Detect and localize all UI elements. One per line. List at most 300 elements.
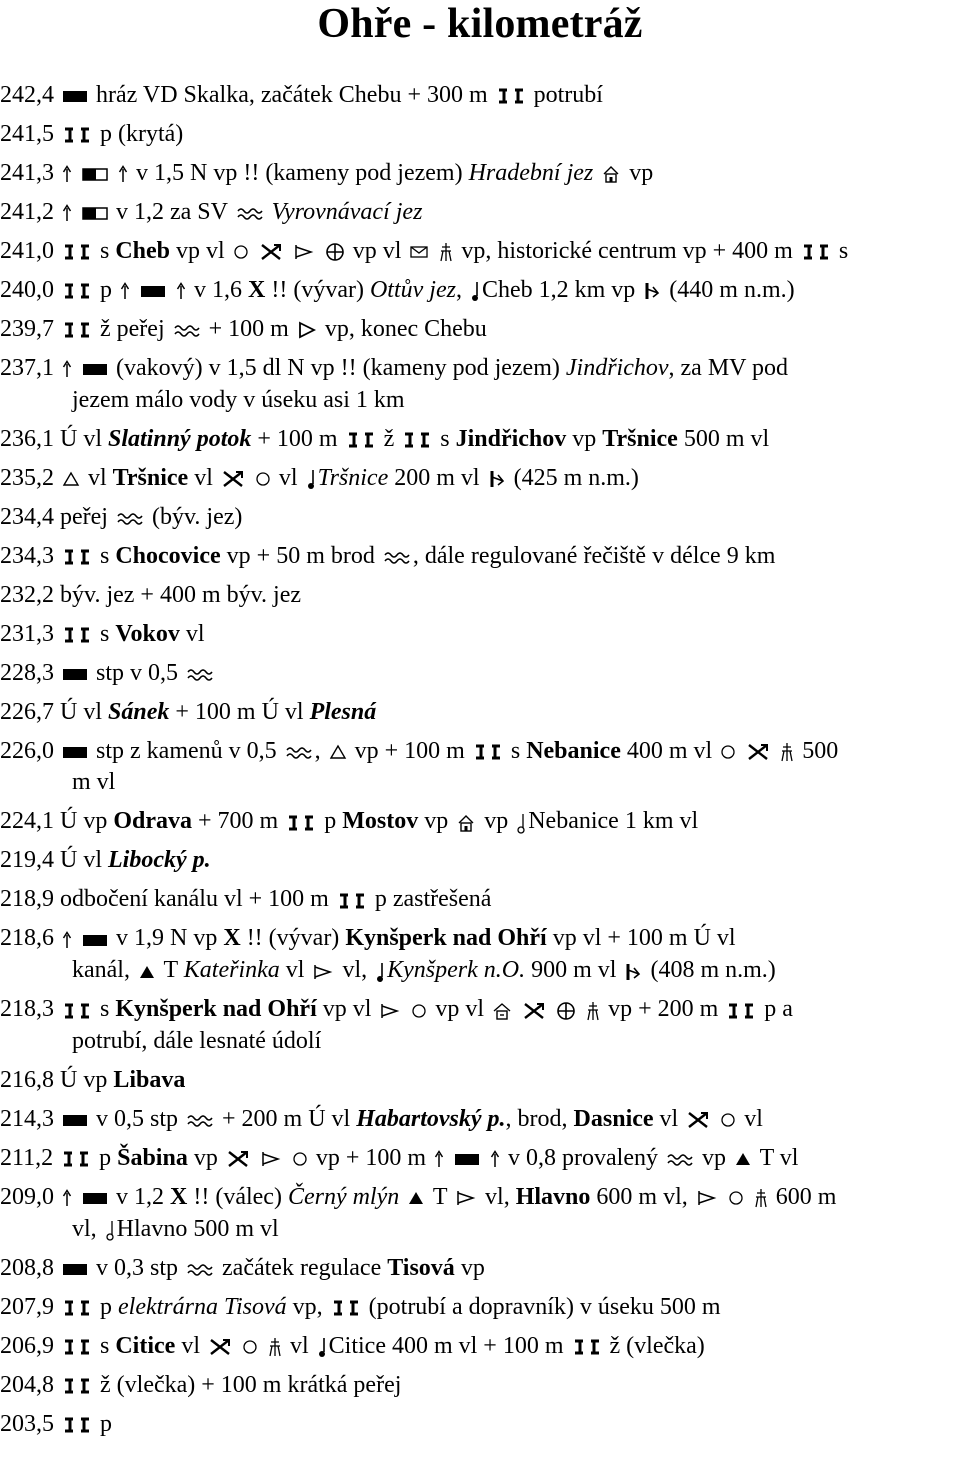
- entry-text: ,: [455, 276, 468, 303]
- flag-arrow-icon: [312, 962, 334, 982]
- entry-line: [0, 1184, 836, 1210]
- entry-text: 224,1 Ú vp: [0, 808, 114, 835]
- entry-text: 235,2: [0, 464, 60, 491]
- weir-half-icon: [82, 167, 108, 181]
- bridge-icon: [61, 1150, 91, 1168]
- entry-continuation: [0, 767, 960, 799]
- entry-text: 241,3: [0, 159, 60, 186]
- entry-line: [0, 1294, 721, 1320]
- shop-icon: [780, 741, 794, 763]
- place-name: Libava: [113, 1066, 186, 1093]
- entry-text: vp: [623, 159, 654, 186]
- place-name: X: [170, 1183, 188, 1210]
- place-name: Kynšperk nad Ohří: [345, 925, 547, 952]
- entry-text: [74, 1184, 80, 1210]
- entry-text: vl: [272, 464, 304, 491]
- named-feature: Habartovský p.: [356, 1105, 506, 1132]
- entry-text: vl: [653, 1105, 685, 1132]
- dam-block-icon: [82, 933, 108, 947]
- kilometer-entry: [0, 994, 960, 1058]
- entry-text: + 700 m: [192, 808, 285, 835]
- entry-text: p: [93, 1144, 118, 1171]
- kilometer-entry: [0, 1143, 960, 1175]
- kilometer-entry: [0, 619, 960, 651]
- entry-text: v 1,6: [188, 276, 248, 303]
- entry-text: 208,8: [0, 1254, 60, 1281]
- entry-line: [0, 886, 491, 912]
- entry-text: [548, 996, 554, 1022]
- place-name: Šabina: [117, 1144, 188, 1171]
- entry-text: 240,0: [0, 276, 60, 303]
- entry-text: 218,9 odbočení kanálu vl + 100 m: [0, 886, 335, 913]
- entry-text: T: [427, 1183, 454, 1210]
- kilometer-entry: [0, 845, 960, 877]
- place-name: Vokov: [115, 620, 180, 647]
- named-feature: Kateřinka: [183, 957, 280, 984]
- entry-text: [431, 238, 437, 264]
- bridge-icon: [62, 548, 92, 566]
- circle-icon: [233, 244, 249, 260]
- named-feature: Hradební jez: [468, 159, 594, 186]
- named-feature: Sánek: [108, 698, 170, 725]
- waves-icon: [383, 549, 411, 565]
- entry-text: 236,1 Ú vl: [0, 425, 108, 452]
- portage-arrow-icon: [118, 165, 128, 183]
- entry-text: [252, 1145, 258, 1171]
- entry-text: 237,1: [0, 354, 60, 381]
- flag-arrow-icon: [293, 242, 315, 262]
- page-title: Ohře - kilometráž: [317, 1, 643, 47]
- kilometer-entry: [0, 1292, 960, 1324]
- entry-text: , za MV pod: [668, 354, 789, 381]
- kilometer-entry: [0, 1182, 960, 1246]
- entry-text: ž (vlečka) + 100 m krátká peřej: [94, 1371, 402, 1398]
- named-feature: Plesná: [309, 698, 377, 725]
- entry-line: [0, 1333, 705, 1359]
- entry-text: [74, 355, 80, 381]
- entry-text: stp z kamenů v 0,5: [90, 737, 283, 764]
- shop-icon: [268, 1336, 282, 1358]
- kilometer-entry: [0, 736, 960, 800]
- entry-text: 239,7: [0, 315, 60, 342]
- entry-text: vp, konec Chebu: [318, 315, 487, 342]
- entry-text: [247, 465, 253, 491]
- entry-text: 228,3: [0, 659, 60, 686]
- entry-text: (potrubí a dopravník) v úseku 500 m: [362, 1293, 721, 1320]
- entry-text: 226,0: [0, 737, 60, 764]
- entry-text: p: [94, 276, 118, 303]
- shop-icon: [586, 1000, 600, 1022]
- entry-text: vp,: [286, 1293, 329, 1320]
- place-name: Tisová: [387, 1254, 455, 1281]
- entry-text: vp vl: [346, 237, 408, 264]
- place-name: Jindřichov: [455, 425, 567, 452]
- bridge-icon: [62, 1377, 92, 1395]
- entry-line: [0, 621, 205, 647]
- entry-text: vp: [566, 425, 603, 452]
- place-name: X: [248, 276, 266, 303]
- entry-line: [0, 582, 301, 608]
- entry-text: [403, 996, 409, 1022]
- dam-block-icon: [62, 1113, 88, 1127]
- entry-continuation: [0, 1026, 960, 1058]
- entry-text: m vl: [72, 769, 116, 796]
- entry-text: + 100 m: [251, 425, 344, 452]
- entry-text: 241,0: [0, 237, 60, 264]
- weir-half-icon: [82, 206, 108, 220]
- bridge-icon: [62, 626, 92, 644]
- tent-filled-icon: [734, 1150, 752, 1168]
- entry-text: p a: [758, 996, 793, 1023]
- entry-text: [772, 738, 778, 764]
- waves-icon: [173, 322, 201, 338]
- entry-line: [0, 1067, 185, 1093]
- bridge-icon: [286, 814, 316, 832]
- entry-text: 200 m vl: [388, 464, 486, 491]
- waves-icon: [116, 510, 144, 526]
- kilometer-entry: [0, 1409, 960, 1441]
- entry-text: ž (vlečka): [603, 1332, 705, 1359]
- circle-icon: [720, 744, 736, 760]
- shop-icon: [439, 241, 453, 263]
- entry-text: vp + 200 m: [602, 996, 725, 1023]
- waves-icon: [186, 1112, 214, 1128]
- shop-icon: [754, 1187, 768, 1209]
- kilometer-entry: [0, 158, 960, 190]
- circle-icon: [720, 1112, 736, 1128]
- bridge-icon: [62, 243, 92, 261]
- entry-text: p: [94, 1410, 112, 1437]
- kilometer-entry: [0, 697, 960, 729]
- entry-text: 600 m: [769, 1183, 837, 1210]
- bridge-icon: [726, 1002, 756, 1020]
- portage-arrow-icon: [62, 204, 72, 222]
- station-open-icon: [516, 812, 526, 834]
- dam-block-icon: [140, 284, 166, 298]
- entry-text: s: [434, 425, 456, 452]
- entry-line: [0, 1145, 798, 1171]
- entry-text: vl: [175, 1332, 206, 1359]
- place-name: Tršnice: [112, 464, 189, 491]
- kilometer-entry: [0, 119, 960, 151]
- entry-text: T vl: [754, 1144, 799, 1171]
- entry-text: [168, 277, 174, 303]
- entry-text: + 200 m Ú vl: [216, 1105, 357, 1132]
- entry-text: [132, 277, 138, 303]
- entry-text: (408 m n.m.): [644, 957, 776, 984]
- entry-text: p (krytá): [94, 120, 184, 147]
- waves-icon: [186, 666, 214, 682]
- entry-line: [0, 1411, 112, 1437]
- kilometer-entry: [0, 502, 960, 534]
- entry-line: [0, 699, 376, 725]
- place-name: Nebanice: [526, 737, 621, 764]
- entry-line: [0, 160, 653, 186]
- entry-text: T: [157, 957, 184, 984]
- entry-text: potrubí: [527, 82, 603, 108]
- entry-line: [0, 504, 242, 530]
- entry-text: 209,0: [0, 1183, 60, 1210]
- station-icon: [306, 468, 316, 490]
- entry-text: Nebanice 1 km vl: [528, 808, 699, 835]
- gauge-icon: [643, 281, 661, 301]
- bridge-icon: [496, 87, 526, 105]
- portage-arrow-icon: [490, 1150, 500, 1168]
- entry-text: , brod,: [505, 1105, 574, 1132]
- entry-line: [0, 199, 422, 225]
- entry-text: vl,: [336, 957, 374, 984]
- named-feature: elektrárna Tisová: [118, 1293, 287, 1320]
- entry-line: [0, 1106, 763, 1132]
- entry-line: [0, 355, 788, 381]
- entry-text: vp + 100 m: [309, 1144, 433, 1171]
- entry-text: (440 m n.m.): [663, 276, 795, 303]
- entry-text: [482, 1145, 488, 1171]
- entry-text: vp: [696, 1144, 732, 1171]
- named-feature: Jindřichov: [565, 354, 669, 381]
- dam-block-icon: [62, 667, 88, 681]
- entry-text: 214,3: [0, 1105, 60, 1132]
- entry-text: 219,4 Ú vl: [0, 847, 108, 874]
- entry-text: 231,3: [0, 620, 60, 647]
- entry-text: 218,3: [0, 996, 60, 1023]
- tent-filled-icon: [407, 1189, 425, 1207]
- circle-icon: [728, 1190, 744, 1206]
- cutlery-icon: [208, 1337, 232, 1357]
- entry-line: [0, 996, 793, 1022]
- dam-block-icon: [82, 1191, 108, 1205]
- entry-text: [74, 925, 80, 951]
- flag-arrow-icon: [260, 1149, 282, 1169]
- dam-block-icon: [82, 362, 108, 376]
- station-open-icon: [105, 1219, 115, 1241]
- kilometer-entry: [0, 1104, 960, 1136]
- entry-text: [234, 1333, 240, 1359]
- entry-text: s: [94, 1332, 116, 1359]
- entry-text: vp: [418, 808, 455, 835]
- entry-text: [260, 1333, 266, 1359]
- place-name: Mostov: [342, 808, 419, 835]
- portage-arrow-icon: [120, 282, 130, 300]
- cutlery-icon: [226, 1149, 250, 1169]
- entry-line: [0, 738, 838, 764]
- entry-text: 400 m vl: [620, 737, 719, 764]
- entry-text: vp vl: [170, 237, 231, 264]
- named-feature: Kynšperk n.O.: [387, 957, 526, 984]
- dam-block-icon: [62, 89, 88, 103]
- station-icon: [375, 961, 385, 983]
- cutlery-icon: [746, 742, 770, 762]
- cross-circle-icon: [556, 1001, 576, 1021]
- entry-continuation: [0, 1214, 960, 1246]
- kilometer-entry: [0, 658, 960, 690]
- entry-line: [0, 543, 775, 569]
- place-name: X: [223, 925, 241, 952]
- named-feature: Tršnice: [317, 464, 389, 491]
- entry-text: 232,2 býv. jez + 400 m býv. jez: [0, 581, 302, 608]
- entry-line: [0, 1255, 485, 1281]
- entry-text: s: [94, 996, 116, 1023]
- entry-text: [74, 160, 80, 186]
- entry-text: ,: [314, 737, 327, 764]
- entry-text: v 0,3 stp: [90, 1254, 185, 1281]
- entry-continuation: [0, 385, 960, 417]
- entry-text: p: [318, 808, 343, 835]
- entry-text: vp + 50 m brod: [220, 542, 381, 569]
- circle-icon: [292, 1151, 308, 1167]
- dam-block-icon: [454, 1152, 480, 1166]
- bridge-icon: [62, 1299, 92, 1317]
- entry-line: [0, 660, 216, 686]
- bridge-icon: [572, 1338, 602, 1356]
- entry-text: s: [94, 237, 116, 264]
- entry-line: [0, 1372, 401, 1398]
- entry-text: s: [832, 237, 849, 264]
- place-name: Kynšperk nad Ohří: [115, 996, 317, 1023]
- kilometer-entry: [0, 1331, 960, 1363]
- entry-text: + 100 m Ú vl: [169, 698, 310, 725]
- portage-arrow-icon: [62, 931, 72, 949]
- entry-text: 216,8 Ú vp: [0, 1066, 114, 1093]
- bridge-icon: [62, 1002, 92, 1020]
- portage-arrow-icon: [176, 282, 186, 300]
- house-icon: [456, 813, 476, 833]
- entry-text: v 0,5 stp: [90, 1105, 185, 1132]
- entry-text: potrubí, dále lesnaté údolí: [72, 1027, 322, 1054]
- entry-text: s: [504, 737, 527, 764]
- kilometer-entry: [0, 275, 960, 307]
- kilometer-entry: [0, 1065, 960, 1097]
- place-name: Dasnice: [573, 1105, 654, 1132]
- entry-text: !! (válec): [187, 1183, 288, 1210]
- kilometer-entry: [0, 236, 960, 268]
- place-name: Hlavno: [515, 1183, 591, 1210]
- entry-text: v 1,5 N vp !! (kameny pod jezem): [130, 159, 469, 186]
- bridge-icon: [801, 243, 831, 261]
- kilometer-entry: [0, 197, 960, 229]
- bridge-icon: [331, 1299, 361, 1317]
- entry-text: začátek regulace: [216, 1254, 388, 1281]
- cross-circle-icon: [325, 242, 345, 262]
- flag-arrow-icon: [696, 1188, 718, 1208]
- kilometer-entry: [0, 580, 960, 612]
- circle-icon: [242, 1339, 258, 1355]
- entry-text: [593, 160, 599, 186]
- entry-text: [446, 1145, 452, 1171]
- bridge-icon: [62, 321, 92, 339]
- entry-text: 500: [796, 737, 839, 764]
- waves-icon: [666, 1151, 694, 1167]
- entry-text: 241,5: [0, 120, 60, 147]
- entry-line: [0, 808, 698, 834]
- entry-text: 500 m vl: [677, 425, 770, 452]
- entry-text: vp + 100 m: [348, 737, 471, 764]
- entry-text: [110, 160, 116, 186]
- named-feature: Černý mlýn: [287, 1183, 400, 1210]
- entry-text: [399, 1184, 405, 1210]
- portage-arrow-icon: [434, 1150, 444, 1168]
- entry-text: 211,2: [0, 1144, 60, 1171]
- gauge-icon: [488, 469, 506, 489]
- entry-text: 242,4: [0, 82, 60, 108]
- entry-text: vl: [283, 1332, 315, 1359]
- kilometer-entry: [0, 1370, 960, 1402]
- entry-text: vl,: [479, 1183, 516, 1210]
- entry-text: 226,7 Ú vl: [0, 698, 108, 725]
- waves-icon: [236, 205, 264, 221]
- entry-text: v 1,2: [110, 1183, 170, 1210]
- place-name: Odrava: [113, 808, 193, 835]
- bridge-icon: [62, 1338, 92, 1356]
- entry-line: [0, 465, 639, 491]
- entry-text: jezem málo vody v úseku asi 1 km: [72, 386, 405, 413]
- entry-text: v 1,2 za SV: [110, 198, 234, 225]
- place-name: Chocovice: [115, 542, 221, 569]
- flag-arrow-icon: [379, 1001, 401, 1021]
- portage-arrow-icon: [62, 1189, 72, 1207]
- entry-text: 600 m vl,: [590, 1183, 694, 1210]
- entry-text: Cheb 1,2 km vp: [481, 276, 642, 303]
- entry-text: vl: [279, 957, 311, 984]
- tent-filled-icon: [138, 963, 156, 981]
- entry-text: 207,9: [0, 1293, 60, 1320]
- circle-icon: [411, 1003, 427, 1019]
- waves-icon: [285, 744, 313, 760]
- entry-text: vl: [188, 464, 219, 491]
- tent-icon: [329, 743, 347, 761]
- waves-icon: [186, 1261, 214, 1277]
- tent-icon: [62, 470, 80, 488]
- entry-text: 204,8: [0, 1371, 60, 1398]
- entry-text: hráz VD Skalka, začátek Chebu + 300 m: [90, 82, 494, 108]
- dam-block-icon: [62, 1262, 88, 1276]
- entry-text: Citice 400 m vl + 100 m: [328, 1332, 570, 1359]
- named-feature: Ottův jez: [369, 276, 456, 303]
- cutlery-icon: [221, 469, 245, 489]
- entry-text: v 1,9 N vp: [110, 925, 224, 952]
- bridge-icon: [62, 282, 92, 300]
- entry-text: 900 m vl: [525, 957, 623, 984]
- entry-text: [514, 996, 520, 1022]
- entry-text: 206,9: [0, 1332, 60, 1359]
- entry-text: [746, 1184, 752, 1210]
- entry-text: [74, 199, 80, 225]
- entry-text: vp vl: [429, 996, 491, 1023]
- named-feature: Libocký p.: [108, 847, 211, 874]
- portage-arrow-icon: [62, 360, 72, 378]
- entry-text: (425 m n.m.): [507, 464, 639, 491]
- bridge-icon: [346, 431, 376, 449]
- station-icon: [317, 1336, 327, 1358]
- entry-line: [0, 238, 848, 264]
- kilometer-list: [0, 80, 960, 1448]
- kilometer-entry: [0, 424, 960, 456]
- entry-text: [578, 996, 584, 1022]
- entry-text: [284, 1145, 290, 1171]
- triangle-right-icon: [297, 320, 317, 340]
- bridge-icon: [62, 1416, 92, 1434]
- station-icon: [470, 280, 480, 302]
- entry-text: !! (vývar): [240, 925, 346, 952]
- entry-line: [0, 925, 736, 951]
- entry-text: s: [94, 620, 116, 647]
- entry-text: vl: [82, 464, 113, 491]
- entry-text: 218,6: [0, 925, 60, 952]
- entry-text: p zastřešená: [368, 886, 492, 913]
- entry-text: s: [94, 542, 116, 569]
- entry-line: [0, 426, 769, 452]
- house-roof-icon: [492, 1001, 512, 1021]
